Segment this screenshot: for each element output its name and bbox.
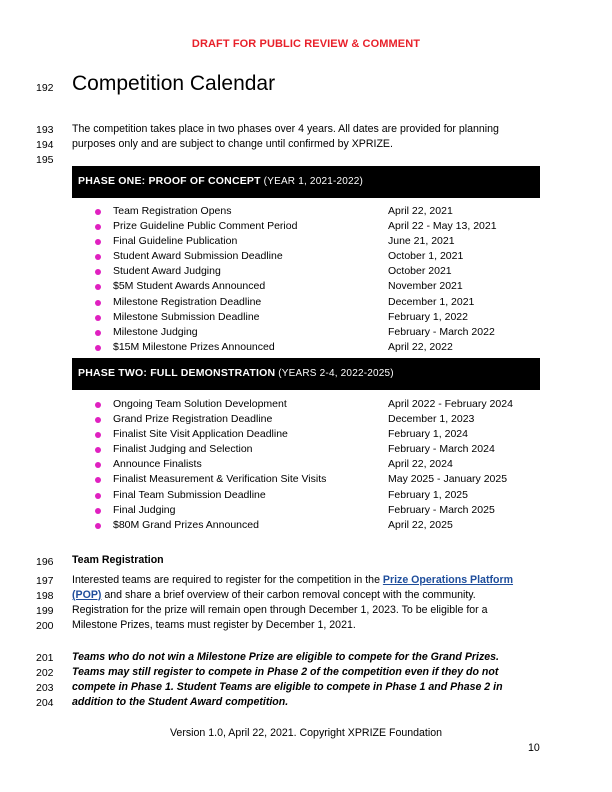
line-number: 204 — [36, 697, 54, 709]
phase-one-header — [72, 166, 540, 198]
note-line: compete in Phase 1. Student Teams are eligible to compete in Phase 1 and Phase 2 in — [72, 681, 503, 693]
milestone-date: February 1, 2024 — [388, 428, 468, 441]
milestone-label: $80M Grand Prizes Announced — [113, 518, 259, 531]
list-item — [72, 489, 540, 504]
milestone-date: February - March 2024 — [388, 443, 495, 456]
list-item — [72, 296, 540, 311]
registration-line — [72, 573, 513, 588]
pop-link-abbrev[interactable]: (POP) — [72, 589, 102, 601]
note-line: Teams who do not win a Milestone Prize are eligible to compete for the Grand Prizes. — [72, 651, 499, 663]
milestone-label: Final Judging — [113, 503, 176, 516]
list-item — [72, 504, 540, 519]
phase-two-title: PHASE TWO: FULL DEMONSTRATION — [78, 367, 276, 379]
list-item — [72, 250, 540, 265]
bullet-icon — [95, 254, 101, 260]
list-item — [72, 326, 540, 341]
milestone-date: February 1, 2022 — [388, 310, 468, 323]
list-item — [72, 311, 540, 326]
milestone-label: Student Award Judging — [113, 265, 221, 278]
bullet-icon — [95, 300, 101, 306]
milestone-label: Milestone Registration Deadline — [113, 295, 262, 308]
milestone-label: Finalist Measurement & Verification Site Visits — [113, 473, 327, 486]
line-number: 198 — [36, 590, 54, 602]
list-item — [72, 428, 540, 443]
milestone-date: October 1, 2021 — [388, 250, 464, 263]
milestone-label: Milestone Judging — [113, 325, 198, 338]
line-number: 203 — [36, 682, 54, 694]
pop-link[interactable]: Prize Operations Platform — [382, 574, 514, 586]
bullet-icon — [95, 508, 101, 514]
bullet-icon — [95, 417, 101, 423]
line-number: 199 — [36, 605, 54, 617]
list-item — [72, 398, 540, 413]
phase-two-header — [72, 358, 540, 390]
bullet-icon — [95, 523, 101, 529]
milestone-date: February - March 2025 — [388, 503, 495, 516]
line-number: 201 — [36, 652, 54, 664]
list-item — [72, 280, 540, 295]
milestone-label: Announce Finalists — [113, 458, 202, 471]
milestone-date: June 21, 2021 — [388, 235, 455, 248]
milestone-label: Student Award Submission Deadline — [113, 250, 283, 263]
bullet-icon — [95, 477, 101, 483]
line-number: 200 — [36, 620, 54, 632]
milestone-label: $5M Student Awards Announced — [113, 280, 266, 293]
bullet-icon — [95, 315, 101, 321]
line-number: 194 — [36, 139, 54, 151]
milestone-label: Prize Guideline Public Comment Period — [113, 220, 298, 233]
milestone-date: December 1, 2023 — [388, 413, 475, 426]
milestone-date: May 2025 - January 2025 — [388, 473, 508, 486]
milestone-date: February 1, 2025 — [388, 488, 468, 501]
bullet-icon — [95, 239, 101, 245]
milestone-date: November 2021 — [388, 280, 463, 293]
list-item — [72, 458, 540, 473]
bullet-icon — [95, 284, 101, 290]
bullet-icon — [95, 447, 101, 453]
note-line: addition to the Student Award competition. — [72, 696, 289, 708]
bullet-icon — [95, 330, 101, 336]
milestone-label: Finalist Site Visit Application Deadline — [113, 428, 288, 441]
bullet-icon — [95, 269, 101, 275]
milestone-date: April 22 - May 13, 2021 — [388, 220, 497, 233]
intro-line: The competition takes place in two phases over 4 years. All dates are provided for planning — [72, 123, 499, 135]
page-title: Competition Calendar — [72, 72, 276, 95]
milestone-date: April 22, 2021 — [388, 205, 453, 217]
registration-line: Milestone Prizes, teams must register by December 1, 2021. — [72, 619, 356, 631]
list-item — [72, 473, 540, 488]
milestone-date: December 1, 2021 — [388, 295, 475, 308]
line-number: 192 — [36, 82, 54, 94]
phase-two-list — [72, 398, 540, 534]
phase-one-title: PHASE ONE: PROOF OF CONCEPT — [78, 175, 261, 187]
draft-banner: DRAFT FOR PUBLIC REVIEW & COMMENT — [191, 38, 421, 50]
milestone-label: Team Registration Opens — [113, 205, 232, 217]
milestone-date: February - March 2022 — [388, 325, 495, 338]
milestone-label: Finalist Judging and Selection — [113, 443, 253, 456]
milestone-date: April 2022 - February 2024 — [388, 398, 513, 410]
milestone-date: April 22, 2024 — [388, 458, 453, 471]
phase-one-list — [72, 205, 540, 356]
bullet-icon — [95, 224, 101, 230]
list-item — [72, 265, 540, 280]
line-number: 195 — [36, 154, 54, 166]
milestone-label: $15M Milestone Prizes Announced — [113, 340, 275, 353]
bullet-icon — [95, 462, 101, 468]
line-number: 196 — [36, 556, 54, 568]
milestone-label: Grand Prize Registration Deadline — [113, 413, 273, 426]
phase-two-subtitle: (YEARS 2-4, 2022-2025) — [278, 368, 394, 379]
list-item — [72, 220, 540, 235]
list-item — [72, 205, 540, 220]
milestone-label: Milestone Submission Deadline — [113, 310, 260, 323]
milestone-label: Final Guideline Publication — [113, 235, 238, 248]
note-line: Teams may still register to compete in Phase 2 of the competition even if they do not — [72, 666, 499, 678]
phase-one-subtitle: (YEAR 1, 2021-2022) — [263, 176, 364, 187]
list-item — [72, 413, 540, 428]
line-number: 202 — [36, 667, 54, 679]
bullet-icon — [95, 493, 101, 499]
list-item — [72, 519, 540, 534]
milestone-label: Final Team Submission Deadline — [113, 488, 266, 501]
milestone-date: October 2021 — [388, 265, 452, 278]
milestone-label: Ongoing Team Solution Development — [113, 398, 287, 410]
registration-text: Interested teams are required to register for the competition in the — [72, 574, 383, 586]
milestone-date: April 22, 2025 — [388, 518, 453, 531]
registration-line — [72, 588, 476, 603]
bullet-icon — [95, 345, 101, 351]
list-item — [72, 443, 540, 458]
milestone-date: April 22, 2022 — [388, 340, 453, 353]
bullet-icon — [95, 432, 101, 438]
intro-line: purposes only and are subject to change until confirmed by XPRIZE. — [72, 138, 393, 150]
line-number: 197 — [36, 575, 54, 587]
line-number: 193 — [36, 124, 54, 136]
bullet-icon — [95, 209, 101, 215]
registration-text: and share a brief overview of their carbon removal concept with the community. — [101, 589, 476, 601]
list-item — [72, 341, 540, 356]
bullet-icon — [95, 402, 101, 408]
team-registration-heading: Team Registration — [72, 554, 164, 566]
registration-line: Registration for the prize will remain open through December 1, 2023. To be eligible for a — [72, 604, 488, 616]
list-item — [72, 235, 540, 250]
page-number: 10 — [528, 742, 540, 754]
footer-text: Version 1.0, April 22, 2021. Copyright XPRIZE Foundation — [169, 727, 443, 739]
